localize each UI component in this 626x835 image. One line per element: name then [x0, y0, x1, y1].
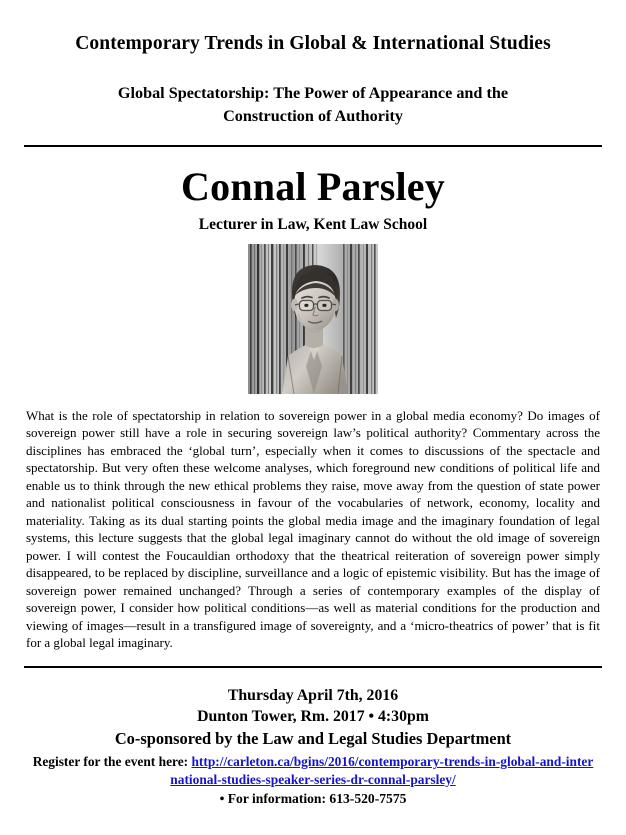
- speaker-name: Connal Parsley: [181, 164, 445, 210]
- talk-title-line-1: Global Spectatorship: The Power of Appearance and the: [117, 84, 509, 103]
- talk-title-line-2: Construction of Authority: [223, 106, 403, 125]
- registration-line: [29, 753, 597, 788]
- event-sponsor: Co-sponsored by the Law and Legal Studies Department: [114, 729, 512, 749]
- divider-top: [24, 145, 602, 147]
- event-location: Dunton Tower, Rm. 2017 • 4:30pm: [197, 708, 429, 726]
- event-date: Thursday April 7th, 2016: [227, 687, 399, 705]
- series-title: Contemporary Trends in Global & International Studies: [75, 33, 551, 54]
- poster-footer: [0, 685, 626, 807]
- speaker-block: [0, 164, 626, 394]
- speaker-role: Lecturer in Law, Kent Law School: [198, 216, 428, 234]
- contact-information: • For information: 613-520-7575: [219, 791, 407, 807]
- registration-link[interactable]: http://carleton.ca/bgins/2016/contemporary-trends-in-global-and-international-studies-speaker-series-dr-connal-parsley/: [170, 754, 594, 787]
- abstract-text: What is the role of spectatorship in relation to sovereign power in a global media economy? Do images of sovereign power still have a role in securing sovereign law’s political authority? Commentary across the disciplines has embraced the ‘global turn’, especially when it comes to discussions of the spectacle and spectatorship. But very often these welcome analyses, which foreground new conditions of political life and enable us to think through the new ethical problems they raise, move away from the question of state power and nationalist political consciousness in favour of the vocabularies of network, economy, locality and materiality. Taking as its dual starting points the global media image and the imaginary foundation of legal systems, this lecture suggests that the global legal imaginary cannot do without the old image of sovereign power. I will contest the Foucauldian orthodoxy that the theatrical reiteration of sovereign power simply disappeared, to be replaced by discipline, surveillance and a logic of epistemic visibility. But has the image of sovereign power remained unchanged? Through a series of contemporary examples of the display of sovereign power, I consider how political conditions—as well as material conditions for the production and viewing of images—result in a transfigured image of sovereignty, and a ‘micro-theatrics of power’ that is fit for a global legal imaginary.: [26, 407, 600, 650]
- register-prefix-label: Register for the event here:: [32, 754, 192, 770]
- portrait-image: [248, 244, 378, 394]
- speaker-portrait: [248, 244, 378, 394]
- talk-title: [63, 82, 563, 127]
- poster-header: [0, 0, 626, 127]
- divider-bottom: [24, 666, 602, 668]
